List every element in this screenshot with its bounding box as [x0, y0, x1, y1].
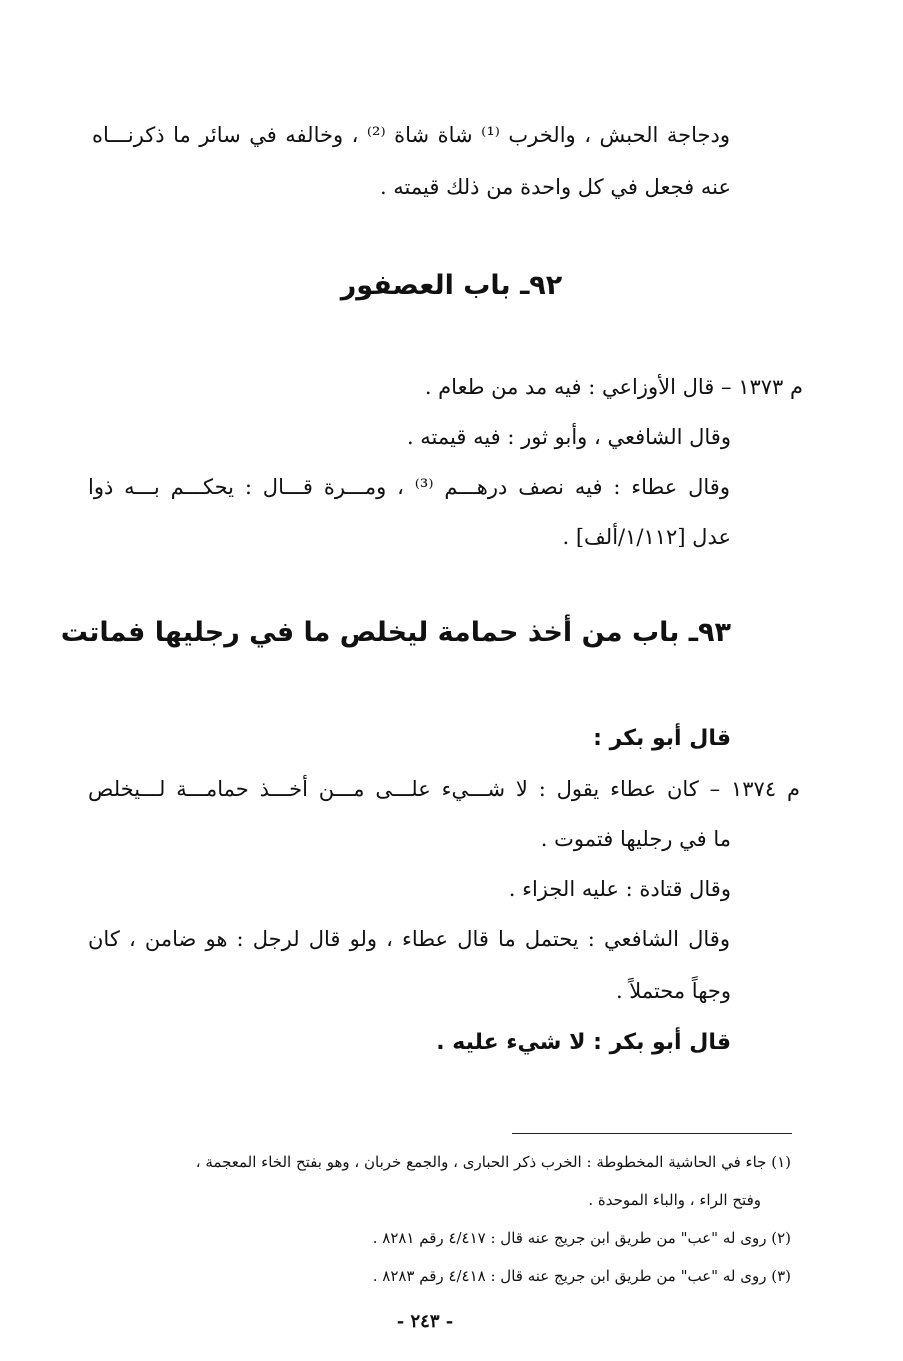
section-93-paragraph-3: ما في رجليها فتموت . — [540, 827, 731, 851]
footnote-2: (٢) روى له "عب" من طريق ابن جريج عنه قال : ٤/٤١٧ رقم ٨٢٨١ . — [372, 1229, 791, 1247]
section-92-paragraph-3: وقال عطاء : فيه نصف درهـــم ⁽³⁾ ، ومـــرة قـــال : يحكـــم بـــه ذوا — [88, 475, 730, 499]
intro-line-1: ودجاجة الحبش ، والخرب ⁽¹⁾ شاة شاة ⁽²⁾ ، وخالفه في سائر ما ذكرنـــاه — [92, 123, 731, 147]
section-93-paragraph-6: وجهاً محتملاً . — [615, 979, 731, 1003]
section-93-paragraph-2: م ١٣٧٤ – كان عطاء يقول : لا شـــيء علـــى مـــن أخـــذ حمامـــة لـــيخلص — [88, 777, 800, 801]
footnote-3: (٣) روى له "عب" من طريق ابن جريج عنه قال : ٤/٤١٨ رقم ٨٢٨٣ . — [372, 1267, 791, 1285]
footnote-separator — [512, 1133, 792, 1134]
intro-line-2: عنه فجعل في كل واحدة من ذلك قيمته . — [379, 175, 731, 199]
section-93-paragraph-7: قال أبو بكر : لا شيء عليه . — [436, 1030, 731, 1055]
section-92-paragraph-2: وقال الشافعي ، وأبو ثور : فيه قيمته . — [406, 425, 731, 449]
section-92-paragraph-4: عدل [١/١١٢/ألف] . — [562, 525, 731, 549]
section-93-heading: ٩٣ـ باب من أخذ حمامة ليخلص ما في رجليها فماتت — [60, 617, 731, 648]
section-93-paragraph-1: قال أبو بكر : — [593, 726, 731, 751]
section-92-paragraph-1: م ١٣٧٣ – قال الأوزاعي : فيه مد من طعام . — [424, 375, 803, 399]
footnote-1-line-2: وفتح الراء ، والباء الموحدة . — [588, 1191, 761, 1209]
section-93-paragraph-5: وقال الشافعي : يحتمل ما قال عطاء ، ولو قال لرجل : هو ضامن ، كان — [88, 927, 730, 951]
section-93-paragraph-4: وقال قتادة : عليه الجزاء . — [508, 877, 731, 901]
section-92-heading: ٩٢ـ باب العصفور — [340, 270, 563, 301]
page-number: - ٢٤٣ - — [396, 1311, 454, 1332]
footnote-1-line-1: (١) جاء في الحاشية المخطوطة : الخرب ذكر الحبارى ، والجمع خربان ، وهو بفتح الخاء المعجمة ، — [195, 1153, 791, 1171]
